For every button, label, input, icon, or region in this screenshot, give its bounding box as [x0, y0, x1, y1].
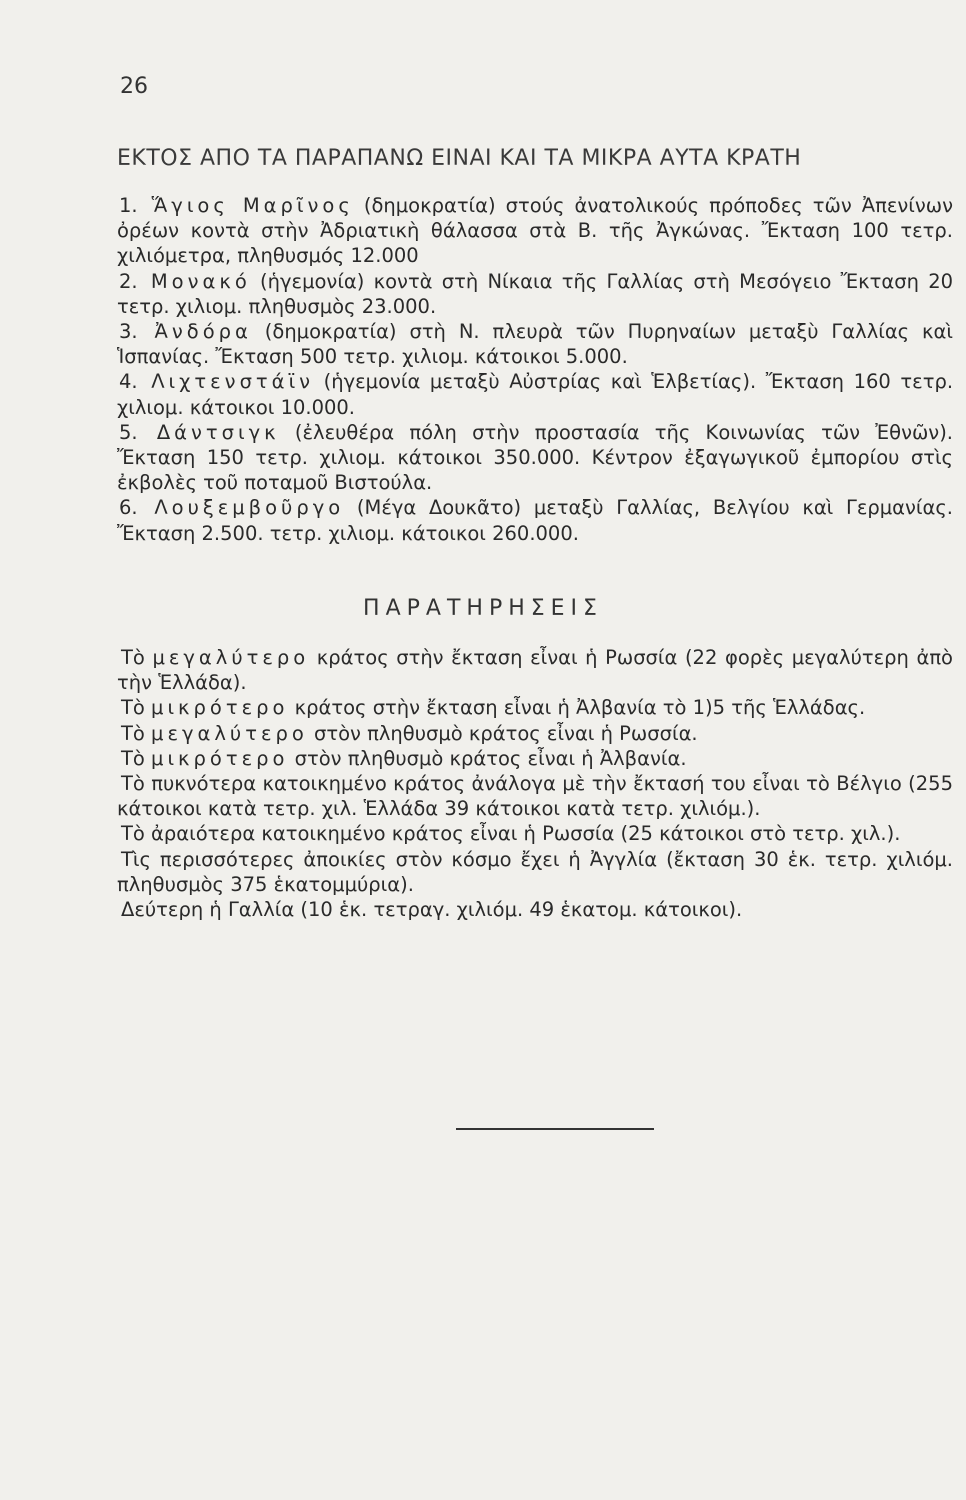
note-item [117, 897, 953, 922]
item-number: 3. [119, 320, 138, 344]
item-text: (ἡγεμονία μεταξὺ Αὐστρίας καὶ Ἑλβετίας). Ἔκταση 160 τετρ. χιλιομ. κάτοικοι 10.000. [117, 370, 954, 419]
note-lead: Τὸ [121, 822, 145, 846]
item-number: 2. [119, 269, 138, 293]
note-item [117, 695, 953, 720]
note-lead: Τὸ [121, 721, 145, 745]
item-number: 5. [119, 420, 138, 444]
item-name: Μονακό [150, 269, 251, 293]
item-name: Ἅγιος Μαρῖνος [151, 194, 354, 217]
note-text: κράτος στὴν ἔκταση εἶναι ἡ Ρωσσία (22 φορὲς μεγαλύτερη ἀπὸ τὴν Ἑλλάδα). [117, 646, 953, 695]
note-text: ἡ Γαλλία (10 ἑκ. τετραγ. χιλιόμ. 49 ἑκατομ. κάτοικοι). [209, 898, 743, 922]
note-item [117, 645, 953, 695]
item-number: 6. [119, 496, 138, 520]
note-item [117, 847, 953, 897]
list-item [117, 319, 953, 369]
note-lead: Τὸ [121, 696, 145, 720]
item-name: Λουξεμβοῦργο [154, 496, 345, 520]
note-emphasis: μεγαλύτερο [152, 646, 310, 669]
item-text: (ἡγεμονία) κοντὰ στὴ Νίκαια τῆς Γαλλίας στὴ Μεσόγειο Ἔκταση 20 τετρ. χιλιομ. πληθυσμὸς 23.000. [117, 269, 954, 318]
page-heading: ΕΚΤΟΣ ΑΠΟ ΤΑ ΠΑΡΑΠΑΝΩ ΕΙΝΑΙ ΚΑΙ ΤΑ ΜΙΚΡΑ ΑΥΤΑ ΚΡΑΤΗ [117, 146, 802, 171]
item-text: (δημοκρατία) στούς ἀνατολικούς πρόποδες τῶν Ἀπενίνων ὀρέων κοντὰ στὴν Ἀδριατικὴ θάλασσα στὰ Β. τῆς Ἀγκώνας. Ἔκταση 100 τετρ. χιλιόμετρα, πληθυσμός 12.000 [117, 194, 954, 268]
notes-title: ΠΑΡΑΤΗΡΗΣΕΙΣ [363, 596, 603, 621]
page-number: 26 [120, 74, 148, 99]
item-name: Δάντσιγκ [156, 420, 280, 444]
item-name: Ἀνδόρα [154, 320, 252, 344]
states-list [117, 193, 953, 546]
note-lead: Τὸ [121, 772, 145, 796]
note-text: περισσότερες ἀποικίες στὸν κόσμο ἔχει ἡ Ἀγγλία (ἔκταση 30 ἑκ. τετρ. χιλιόμ. πληθυσμὸς 375 ἑκατομμύρια). [117, 847, 953, 896]
note-text: κράτος στὴν ἔκταση εἶναι ἡ Ἀλβανία τὸ 1)5 τῆς Ἑλλάδας. [294, 696, 866, 720]
note-item [117, 721, 953, 746]
divider [456, 1128, 654, 1130]
item-number: 1. [119, 194, 138, 217]
note-lead: Τὸ [121, 746, 145, 770]
item-name: Λιχτενστάϊν [151, 370, 315, 394]
note-emphasis: μικρότερο [151, 746, 289, 770]
list-item [117, 369, 953, 419]
note-item [117, 746, 953, 771]
item-text: (ἐλευθέρα πόλη στὴν προστασία τῆς Κοινωνίας τῶν Ἐθνῶν). Ἔκταση 150 τετρ. χιλιομ. κάτοικοι 350.000. Κέντρον ἐξαγωγικοῦ ἐμπορίου στὶς ἐκβολὲς τοῦ ποταμοῦ Βιστούλα. [117, 420, 953, 495]
list-item [117, 269, 953, 319]
note-text: ἀραιότερα κατοικημένο κράτος εἶναι ἡ Ρωσσία (25 κάτοικοι στὸ τετρ. χιλ.). [151, 822, 901, 846]
list-item [117, 495, 953, 545]
list-item [117, 193, 953, 269]
note-text: πυκνότερα κατοικημένο κράτος ἀνάλογα μὲ τὴν ἔκτασή του εἶναι τὸ Βέλγιο (255 κάτοικοι κατὰ τετρ. χιλ. Ἑλλάδα 39 κάτοικοι κατὰ τετρ. χιλιόμ.). [117, 772, 953, 821]
note-lead: Δεύτερη [121, 898, 204, 922]
notes-list [117, 645, 953, 922]
note-item [117, 771, 953, 821]
item-number: 4. [119, 370, 138, 394]
note-item [117, 821, 953, 846]
note-text: στὸν πληθυσμὸ κράτος εἶναι ἡ Ἀλβανία. [294, 746, 687, 770]
note-lead: Τὶς [121, 847, 151, 871]
note-emphasis: μικρότερο [151, 696, 289, 720]
note-emphasis: μεγαλύτερο [151, 721, 308, 745]
item-text: (δημοκρατία) στὴ Ν. πλευρὰ τῶν Πυρηναίων μεταξὺ Γαλλίας καὶ Ἱσπανίας. Ἔκταση 500 τετρ. χιλιομ. κάτοικοι 5.000. [117, 320, 953, 369]
list-item [117, 420, 953, 496]
note-text: στὸν πληθυσμὸ κράτος εἶναι ἡ Ρωσσία. [314, 721, 698, 745]
item-text: (Μέγα Δουκᾶτο) μεταξὺ Γαλλίας, Βελγίου καὶ Γερμανίας. Ἔκταση 2.500. τετρ. χιλιομ. κάτοικοι 260.000. [117, 496, 953, 545]
note-lead: Τὸ [121, 646, 145, 669]
